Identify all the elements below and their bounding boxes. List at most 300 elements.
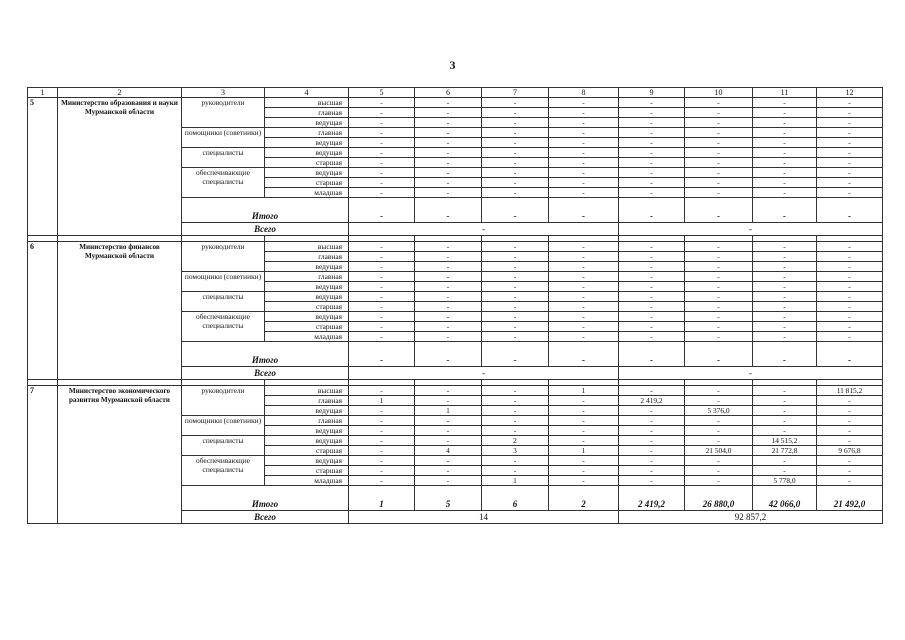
value-cell: -: [817, 292, 883, 302]
value-cell: -: [415, 242, 482, 252]
position-level: старшая: [265, 302, 349, 312]
value-cell: -: [619, 188, 685, 198]
value-cell: -: [619, 466, 685, 476]
value-cell: -: [349, 426, 415, 436]
staff-category: руководители: [182, 242, 265, 272]
value-cell: -: [753, 456, 817, 466]
column-number-header: 4: [265, 88, 349, 98]
position-level: младшая: [265, 188, 349, 198]
value-cell: -: [753, 188, 817, 198]
value-cell: 1: [349, 396, 415, 406]
position-level: ведущая: [265, 426, 349, 436]
value-cell: -: [753, 416, 817, 426]
column-number-header: 7: [482, 88, 549, 98]
value-cell: -: [817, 476, 883, 486]
value-cell: 9 676,8: [817, 446, 883, 456]
value-cell: 2: [482, 436, 549, 446]
value-cell: -: [415, 188, 482, 198]
value-cell: -: [817, 416, 883, 426]
value-cell: -: [619, 138, 685, 148]
value-cell: -: [753, 242, 817, 252]
value-cell: -: [482, 292, 549, 302]
value-cell: -: [753, 158, 817, 168]
table-row: [28, 98, 883, 108]
value-cell: -: [482, 406, 549, 416]
position-level: ведущая: [265, 292, 349, 302]
itogo-value: -: [685, 198, 753, 223]
value-cell: -: [619, 252, 685, 262]
value-cell: -: [817, 188, 883, 198]
value-cell: -: [349, 118, 415, 128]
value-cell: -: [549, 282, 619, 292]
value-cell: -: [349, 282, 415, 292]
position-level: ведущая: [265, 138, 349, 148]
value-cell: -: [349, 436, 415, 446]
staff-category: помощники (советники): [182, 416, 265, 436]
itogo-value: -: [817, 342, 883, 367]
value-cell: -: [482, 386, 549, 396]
row-number: 7: [28, 386, 58, 524]
value-cell: -: [817, 406, 883, 416]
value-cell: -: [549, 262, 619, 272]
value-cell: -: [619, 118, 685, 128]
value-cell: -: [482, 456, 549, 466]
value-cell: -: [685, 302, 753, 312]
value-cell: -: [482, 272, 549, 282]
value-cell: -: [817, 332, 883, 342]
value-cell: -: [549, 118, 619, 128]
value-cell: -: [817, 466, 883, 476]
value-cell: -: [753, 108, 817, 118]
value-cell: -: [685, 98, 753, 108]
value-cell: -: [549, 406, 619, 416]
itogo-value: 5: [415, 486, 482, 511]
table-header-row: [28, 88, 883, 98]
value-cell: -: [549, 138, 619, 148]
position-level: ведущая: [265, 406, 349, 416]
itogo-value: -: [619, 198, 685, 223]
value-cell: -: [619, 406, 685, 416]
itogo-value: -: [482, 342, 549, 367]
value-cell: -: [349, 262, 415, 272]
value-cell: -: [619, 426, 685, 436]
staff-category: специалисты: [182, 148, 265, 168]
itogo-value: -: [415, 198, 482, 223]
position-level: главная: [265, 396, 349, 406]
position-level: старшая: [265, 158, 349, 168]
itogo-value: -: [549, 198, 619, 223]
value-cell: -: [349, 446, 415, 456]
value-cell: -: [415, 466, 482, 476]
value-cell: -: [817, 98, 883, 108]
value-cell: -: [753, 118, 817, 128]
position-level: высшая: [265, 98, 349, 108]
value-cell: -: [415, 118, 482, 128]
value-cell: -: [753, 168, 817, 178]
value-cell: -: [549, 148, 619, 158]
value-cell: -: [349, 252, 415, 262]
itogo-value: 26 880,0: [685, 486, 753, 511]
staff-category: обеспечивающие специалисты: [182, 312, 265, 342]
value-cell: -: [619, 148, 685, 158]
value-cell: 1: [482, 476, 549, 486]
value-cell: -: [753, 386, 817, 396]
value-cell: -: [817, 302, 883, 312]
value-cell: -: [753, 302, 817, 312]
value-cell: -: [349, 322, 415, 332]
value-cell: -: [685, 252, 753, 262]
value-cell: 1: [415, 406, 482, 416]
value-cell: -: [349, 272, 415, 282]
position-level: старшая: [265, 466, 349, 476]
value-cell: -: [482, 332, 549, 342]
value-cell: -: [817, 396, 883, 406]
value-cell: -: [753, 292, 817, 302]
value-cell: -: [685, 466, 753, 476]
value-cell: -: [349, 476, 415, 486]
value-cell: -: [415, 322, 482, 332]
value-cell: -: [549, 272, 619, 282]
value-cell: -: [482, 262, 549, 272]
value-cell: -: [415, 426, 482, 436]
value-cell: -: [549, 188, 619, 198]
value-cell: -: [685, 118, 753, 128]
value-cell: -: [685, 178, 753, 188]
itogo-value: -: [482, 198, 549, 223]
column-number-header: 5: [349, 88, 415, 98]
staff-category: специалисты: [182, 292, 265, 312]
value-cell: -: [415, 128, 482, 138]
value-cell: -: [753, 262, 817, 272]
value-cell: -: [482, 108, 549, 118]
value-cell: -: [619, 262, 685, 272]
position-level: младшая: [265, 332, 349, 342]
itogo-value: 42 066,0: [753, 486, 817, 511]
value-cell: -: [549, 302, 619, 312]
position-level: старшая: [265, 446, 349, 456]
itogo-label: Итого: [182, 198, 349, 223]
value-cell: -: [482, 466, 549, 476]
column-number-header: 3: [182, 88, 265, 98]
itogo-value: -: [619, 342, 685, 367]
table-row: [28, 242, 883, 252]
ministry-name: Министерство финансов Мурманской области: [58, 242, 182, 380]
value-cell: -: [549, 426, 619, 436]
column-number-header: 12: [817, 88, 883, 98]
value-cell: -: [549, 178, 619, 188]
value-cell: -: [349, 158, 415, 168]
value-cell: -: [482, 128, 549, 138]
value-cell: -: [619, 108, 685, 118]
column-number-header: 1: [28, 88, 58, 98]
value-cell: -: [619, 282, 685, 292]
value-cell: -: [685, 242, 753, 252]
staff-category: специалисты: [182, 436, 265, 456]
value-cell: -: [817, 148, 883, 158]
value-cell: 4: [415, 446, 482, 456]
value-cell: -: [685, 138, 753, 148]
vsego-amount: -: [619, 367, 883, 380]
position-level: главная: [265, 128, 349, 138]
value-cell: -: [619, 242, 685, 252]
value-cell: -: [415, 158, 482, 168]
ministry-name: Министерство образования и науки Мурманской области: [58, 98, 182, 236]
value-cell: -: [685, 476, 753, 486]
itogo-label: Итого: [182, 342, 349, 367]
staff-category: помощники (советники): [182, 272, 265, 292]
staff-category: помощники (советники): [182, 128, 265, 148]
value-cell: -: [685, 426, 753, 436]
value-cell: -: [753, 282, 817, 292]
value-cell: -: [349, 292, 415, 302]
value-cell: -: [349, 416, 415, 426]
value-cell: -: [753, 312, 817, 322]
value-cell: 21 772,8: [753, 446, 817, 456]
value-cell: -: [415, 476, 482, 486]
value-cell: -: [619, 178, 685, 188]
itogo-value: -: [349, 198, 415, 223]
vsego-amount: 92 857,2: [619, 511, 883, 524]
column-number-header: 11: [753, 88, 817, 98]
value-cell: -: [817, 138, 883, 148]
value-cell: -: [349, 168, 415, 178]
itogo-value: 1: [349, 486, 415, 511]
itogo-value: 6: [482, 486, 549, 511]
value-cell: -: [549, 98, 619, 108]
value-cell: -: [685, 282, 753, 292]
value-cell: -: [619, 302, 685, 312]
value-cell: -: [817, 272, 883, 282]
staff-category: руководители: [182, 98, 265, 128]
value-cell: -: [685, 128, 753, 138]
value-cell: -: [482, 282, 549, 292]
value-cell: -: [817, 252, 883, 262]
position-level: главная: [265, 272, 349, 282]
value-cell: -: [349, 466, 415, 476]
position-level: младшая: [265, 476, 349, 486]
value-cell: 5 376,0: [685, 406, 753, 416]
value-cell: -: [753, 272, 817, 282]
ministry-name: Министерство экономического развития Мурманской области: [58, 386, 182, 524]
value-cell: -: [415, 98, 482, 108]
vsego-label: Всего: [182, 367, 349, 380]
position-level: ведущая: [265, 118, 349, 128]
value-cell: -: [685, 332, 753, 342]
value-cell: -: [415, 138, 482, 148]
value-cell: -: [619, 128, 685, 138]
position-level: ведущая: [265, 262, 349, 272]
position-level: ведущая: [265, 312, 349, 322]
position-level: ведущая: [265, 168, 349, 178]
value-cell: -: [349, 302, 415, 312]
position-level: старшая: [265, 322, 349, 332]
value-cell: -: [415, 272, 482, 282]
value-cell: -: [549, 292, 619, 302]
value-cell: -: [482, 178, 549, 188]
value-cell: -: [817, 436, 883, 446]
value-cell: -: [753, 252, 817, 262]
value-cell: -: [349, 242, 415, 252]
value-cell: -: [415, 456, 482, 466]
value-cell: -: [349, 98, 415, 108]
value-cell: -: [753, 406, 817, 416]
value-cell: -: [619, 292, 685, 302]
value-cell: -: [619, 386, 685, 396]
value-cell: -: [349, 456, 415, 466]
value-cell: -: [685, 262, 753, 272]
value-cell: -: [482, 416, 549, 426]
value-cell: -: [619, 436, 685, 446]
itogo-value: -: [817, 198, 883, 223]
value-cell: -: [753, 332, 817, 342]
value-cell: -: [415, 386, 482, 396]
table-row: [28, 386, 883, 396]
value-cell: -: [817, 118, 883, 128]
value-cell: -: [685, 396, 753, 406]
value-cell: -: [349, 128, 415, 138]
value-cell: -: [753, 148, 817, 158]
value-cell: -: [482, 138, 549, 148]
value-cell: -: [482, 168, 549, 178]
value-cell: -: [685, 436, 753, 446]
value-cell: -: [349, 406, 415, 416]
column-number-header: 10: [685, 88, 753, 98]
value-cell: -: [753, 128, 817, 138]
value-cell: -: [619, 158, 685, 168]
value-cell: -: [753, 178, 817, 188]
value-cell: -: [415, 108, 482, 118]
value-cell: -: [619, 456, 685, 466]
vsego-count: 14: [349, 511, 619, 524]
value-cell: -: [415, 416, 482, 426]
value-cell: -: [619, 98, 685, 108]
vsego-label: Всего: [182, 223, 349, 236]
staff-budget-table: [27, 87, 883, 524]
value-cell: -: [349, 188, 415, 198]
value-cell: -: [549, 436, 619, 446]
value-cell: -: [753, 396, 817, 406]
column-number-header: 8: [549, 88, 619, 98]
column-number-header: 2: [58, 88, 182, 98]
value-cell: -: [685, 312, 753, 322]
value-cell: -: [685, 188, 753, 198]
value-cell: -: [753, 98, 817, 108]
position-level: ведущая: [265, 436, 349, 446]
value-cell: -: [482, 396, 549, 406]
position-level: старшая: [265, 178, 349, 188]
itogo-label: Итого: [182, 486, 349, 511]
value-cell: -: [549, 456, 619, 466]
value-cell: -: [549, 322, 619, 332]
itogo-value: 2 419,2: [619, 486, 685, 511]
value-cell: -: [619, 322, 685, 332]
page-number: 3: [449, 58, 456, 72]
value-cell: 1: [549, 386, 619, 396]
value-cell: -: [349, 138, 415, 148]
value-cell: -: [549, 242, 619, 252]
column-number-header: 6: [415, 88, 482, 98]
value-cell: -: [685, 148, 753, 158]
value-cell: -: [415, 148, 482, 158]
position-level: ведущая: [265, 456, 349, 466]
value-cell: -: [685, 416, 753, 426]
value-cell: -: [817, 108, 883, 118]
value-cell: -: [817, 322, 883, 332]
itogo-value: -: [685, 342, 753, 367]
value-cell: -: [415, 282, 482, 292]
value-cell: -: [549, 466, 619, 476]
value-cell: -: [415, 262, 482, 272]
value-cell: -: [415, 396, 482, 406]
staff-category: обеспечивающие специалисты: [182, 168, 265, 198]
position-level: высшая: [265, 242, 349, 252]
value-cell: -: [349, 148, 415, 158]
value-cell: -: [415, 292, 482, 302]
value-cell: -: [753, 426, 817, 436]
position-level: ведущая: [265, 148, 349, 158]
value-cell: 3: [482, 446, 549, 456]
value-cell: -: [685, 158, 753, 168]
position-level: главная: [265, 252, 349, 262]
value-cell: -: [349, 178, 415, 188]
value-cell: -: [549, 332, 619, 342]
value-cell: 2 419,2: [619, 396, 685, 406]
value-cell: -: [482, 312, 549, 322]
value-cell: -: [415, 312, 482, 322]
value-cell: -: [619, 446, 685, 456]
value-cell: 21 504,0: [685, 446, 753, 456]
value-cell: -: [349, 108, 415, 118]
value-cell: -: [619, 416, 685, 426]
value-cell: 1: [549, 446, 619, 456]
value-cell: -: [817, 262, 883, 272]
value-cell: 14 515,2: [753, 436, 817, 446]
value-cell: -: [482, 322, 549, 332]
itogo-value: -: [349, 342, 415, 367]
value-cell: -: [817, 242, 883, 252]
position-level: высшая: [265, 386, 349, 396]
value-cell: -: [482, 118, 549, 128]
position-level: главная: [265, 416, 349, 426]
value-cell: -: [482, 188, 549, 198]
itogo-value: -: [753, 198, 817, 223]
value-cell: -: [685, 322, 753, 332]
value-cell: -: [685, 456, 753, 466]
value-cell: -: [817, 178, 883, 188]
itogo-value: 21 492,0: [817, 486, 883, 511]
value-cell: -: [549, 168, 619, 178]
value-cell: -: [482, 98, 549, 108]
value-cell: -: [349, 332, 415, 342]
itogo-value: -: [415, 342, 482, 367]
staff-category: руководители: [182, 386, 265, 416]
value-cell: -: [482, 242, 549, 252]
vsego-count: -: [349, 367, 619, 380]
value-cell: -: [817, 312, 883, 322]
value-cell: -: [619, 332, 685, 342]
value-cell: -: [753, 466, 817, 476]
vsego-count: -: [349, 223, 619, 236]
value-cell: -: [549, 158, 619, 168]
staff-category: обеспечивающие специалисты: [182, 456, 265, 486]
column-number-header: 9: [619, 88, 685, 98]
value-cell: -: [415, 252, 482, 262]
value-cell: -: [415, 168, 482, 178]
value-cell: -: [415, 436, 482, 446]
itogo-value: -: [549, 342, 619, 367]
value-cell: -: [549, 108, 619, 118]
value-cell: -: [817, 456, 883, 466]
